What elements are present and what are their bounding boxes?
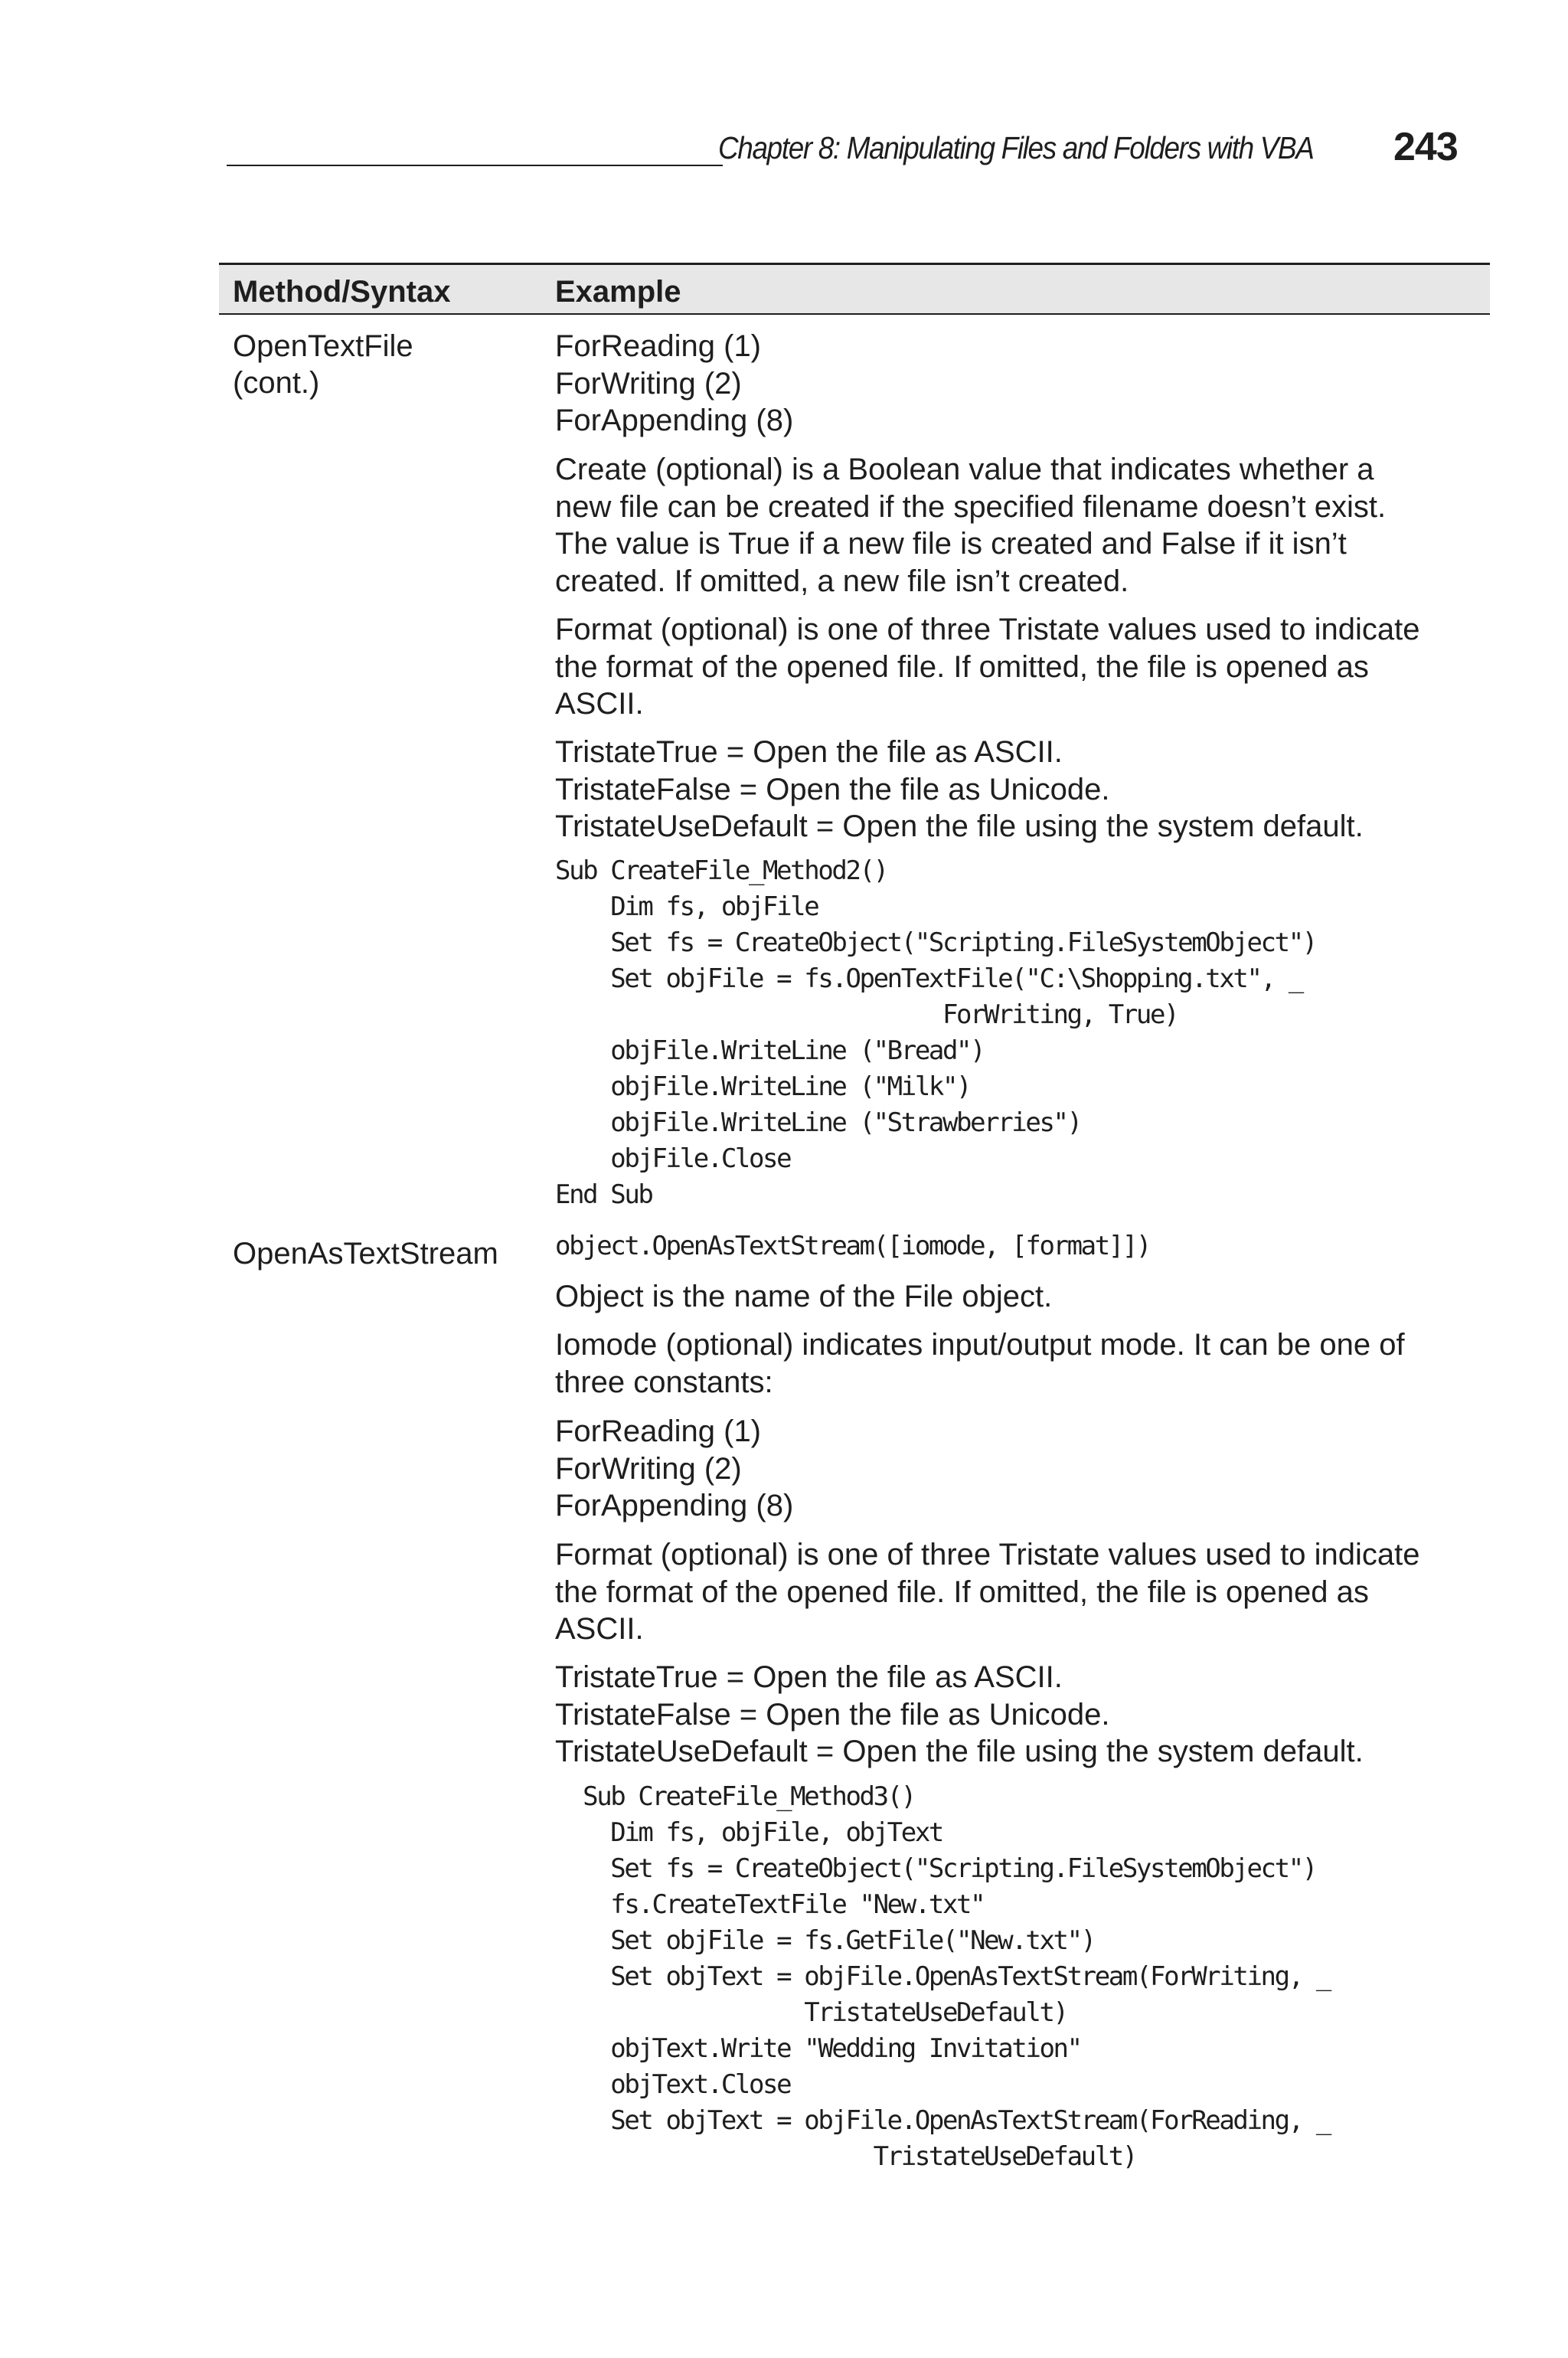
header-rule (227, 165, 723, 166)
example-paragraph (555, 734, 1485, 845)
code-listing: Sub CreateFile_Method3() Dim fs, objFile, objText Set fs = CreateObject("Scripting.FileSystemObject") fs.CreateTextFile "New.txt" Set objFile = fs.GetFile("New.txt") Set objText = objFile.OpenAsTextStream(ForWriting, _ TristateUseDefault) objText.Write "Wedding Invitation" objText.Close Set objText = objFile.OpenAsTextStream(ForReading, _ TristateUseDefault) (583, 1781, 1330, 2172)
example-paragraph (555, 1536, 1485, 1648)
constants-list: ForReading (1) ForWriting (2) ForAppending (8) (555, 329, 794, 437)
code-block (555, 1779, 1485, 2175)
example-paragraph (555, 1659, 1485, 1771)
tristate-list: TristateTrue = Open the file as ASCII. TristateFalse = Open the file as Unicode. TristateUseDefault = Open the file using the system default. (555, 735, 1364, 843)
method-cell (233, 1235, 498, 1272)
example-paragraph (555, 1326, 1485, 1401)
iomode-description: Iomode (optional) indicates input/output mode. It can be one of three constants: (555, 1328, 1405, 1399)
example-paragraph (555, 611, 1485, 723)
code-listing: Sub CreateFile_Method2() Dim fs, objFile Set fs = CreateObject("Scripting.FileSystemObject") Set objFile = fs.OpenTextFile("C:\Shopping.txt", _ ForWriting, True) objFile.WriteLine ("Bread") objFile.WriteLine ("Milk") objFile.WriteLine ("Strawberries") objFile.Close End Sub (555, 855, 1316, 1210)
code-block (555, 853, 1485, 1213)
column-header-example: Example (555, 275, 681, 309)
method-name: OpenTextFile (cont.) (233, 329, 413, 400)
format-description: Format (optional) is one of three Tristate values used to indicate the format of the opened file. If omitted, the file is opened as ASCII. (555, 1538, 1420, 1646)
tristate-list: TristateTrue = Open the file as ASCII. TristateFalse = Open the file as Unicode. TristateUseDefault = Open the file using the system default. (555, 1660, 1364, 1768)
format-description: Format (optional) is one of three Tristate values used to indicate the format of the opened file. If omitted, the file is opened as ASCII. (555, 613, 1420, 721)
method-name: OpenAsTextStream (233, 1237, 498, 1271)
syntax-line: object.OpenAsTextStream([iomode, [format]]) (555, 1231, 1150, 1261)
chapter-title: Chapter 8: Manipulating Files and Folders with VBA (718, 130, 1314, 165)
example-paragraph (555, 451, 1485, 600)
object-description: Object is the name of the File object. (555, 1280, 1053, 1313)
create-description: Create (optional) is a Boolean value that indicates whether a new file can be created if the specified filename doesn’t exist. The value is True if a new file is created and False if it isn’t created. If omitted, a new file isn’t created. (555, 453, 1387, 598)
column-header-method: Method/Syntax (233, 275, 451, 309)
example-paragraph (555, 1413, 1485, 1525)
code-block (555, 1228, 1485, 1264)
constants-list: ForReading (1) ForWriting (2) ForAppending (8) (555, 1414, 794, 1522)
page-number: 243 (1393, 125, 1458, 169)
example-paragraph (555, 1278, 1485, 1316)
table-header (219, 263, 1490, 315)
method-cell (233, 328, 413, 401)
example-cell (555, 328, 1485, 440)
